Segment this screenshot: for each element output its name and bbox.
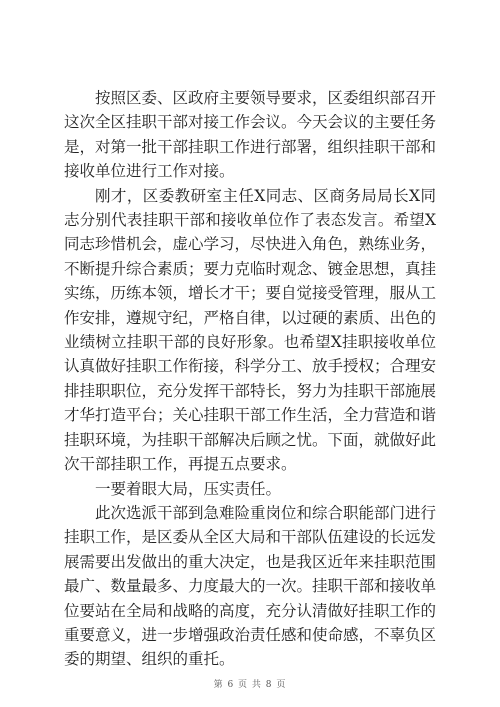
- paragraph-requirement-one: 此次选派干部到急难险重岗位和综合职能部门进行挂职工作，是区委从全区大局和干部队伍建设的长远发展需要出发做出的重大决定，也是我区近年来挂职范围最广、数量最多、力度最大的一次。挂职干部和接收单位要站在全局和战略的高度，充分认清做好挂职工作的重要意义，进一步增强政治责任感和使命感，不辜负区委的期望、组织的重托。: [64, 503, 437, 669]
- paragraph-opening: 按照区委、区政府主要领导要求，区委组织部召开这次全区挂职干部对接工作会议。今天会议的主要任务是，对第一批干部挂职工作进行部署，组织挂职干部和接收单位进行工作对接。: [64, 89, 437, 181]
- paragraph-statements: 刚才，区委教研室主任X同志、区商务局局长X同志分别代表挂职干部和接收单位作了表态发言。希望X同志珍惜机会，虚心学习，尽快进入角色，熟练业务，不断提升综合素质；要力克临时观念、镀金思想，真挂实练，历练本领，增长才干；要自觉接受管理，服从工作安排，遵规守纪，严格自律，以过硬的素质、出色的业绩树立挂职干部的良好形象。也希望X挂职接收单位认真做好挂职工作衔接，科学分工、放手授权；合理安排挂职职位，充分发挥干部特长，努力为挂职干部施展才华打造平台；关心挂职干部工作生活，全力营造和谐挂职环境，为挂职干部解决后顾之忧。下面，就做好此次干部挂职工作，再提五点要求。: [64, 186, 437, 474]
- document-body: [64, 86, 436, 672]
- page-number-footer: 第 6 页 共 8 页: [213, 680, 287, 690]
- paragraph-heading-one: 一要着眼大局，压实责任。: [95, 479, 282, 498]
